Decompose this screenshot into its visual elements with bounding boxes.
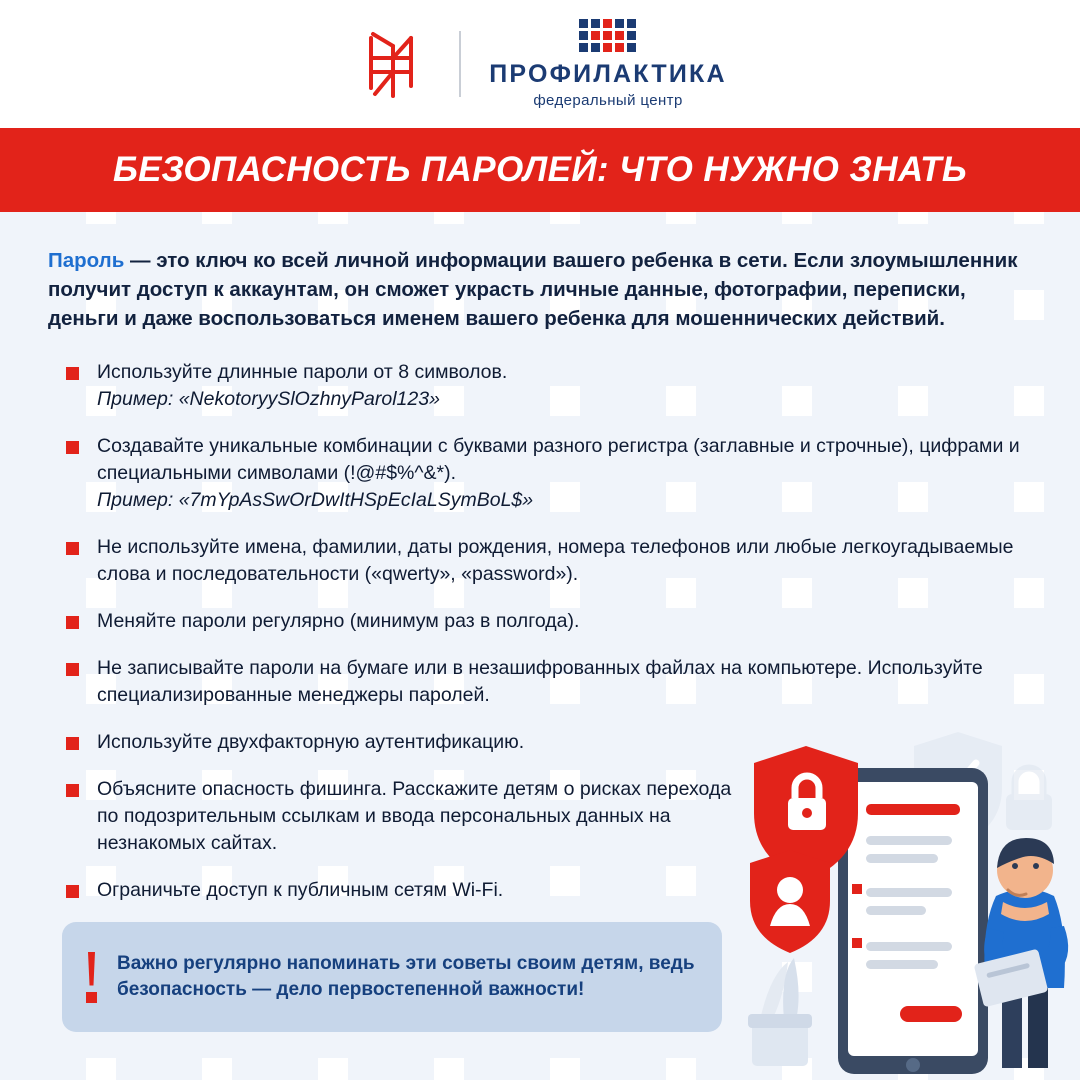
list-item-text: [97, 776, 737, 857]
callout-box: [62, 922, 722, 1032]
exclamation-icon: [86, 952, 97, 1003]
bullet-square-icon: [66, 663, 79, 676]
list-item-text: [97, 608, 579, 635]
page-title: БЕЗОПАСНОСТЬ ПАРОЛЕЙ: ЧТО НУЖНО ЗНАТЬ: [112, 150, 968, 189]
list-item-text: [97, 877, 503, 904]
tip-main: Ограничьте доступ к публичным сетям Wi-Fi.: [97, 879, 504, 901]
list-item: [66, 729, 1032, 756]
intro-rest: — это ключ ко всей личной информации вашего ребенка в сети. Если злоумышленник получит доступ к аккаунтам, он сможет украсть личные данные, фотографии, переписки, деньги и даже воспользоваться именем вашего ребенка для мошеннических действий.: [48, 249, 1018, 330]
tip-main: Используйте двухфакторную аутентификацию.: [97, 731, 525, 753]
tip-example: Пример: «NekotoryySlOzhnyParol123»: [97, 388, 440, 410]
list-item: [66, 534, 1032, 588]
list-item: [66, 655, 1032, 709]
content: [0, 212, 1080, 904]
list-item-text: [97, 534, 1032, 588]
list-item-text: [97, 433, 1032, 514]
bullet-square-icon: [66, 616, 79, 629]
header: [0, 0, 1080, 128]
bullet-square-icon: [66, 441, 79, 454]
tip-main: Не используйте имена, фамилии, даты рождения, номера телефонов или любые легкоугадываемые слова и последовательности («qwerty», «password»).: [97, 536, 1014, 585]
list-item-text: [97, 359, 507, 413]
exclamation-dot: [86, 992, 97, 1003]
brand-title: ПРОФИЛАКТИКА: [489, 60, 727, 88]
tip-main: Меняйте пароли регулярно (минимум раз в полгода).: [97, 610, 580, 632]
bullet-square-icon: [66, 367, 79, 380]
list-item: [66, 877, 1032, 904]
tip-main: Используйте длинные пароли от 8 символов.: [97, 361, 508, 383]
callout-text: Важно регулярно напоминать эти советы своим детям, ведь безопасность — дело первостепенной важности!: [117, 953, 695, 1000]
bullet-square-icon: [66, 737, 79, 750]
header-divider: [459, 31, 461, 97]
plant-icon: [748, 958, 812, 1066]
tip-main: Объясните опасность фишинга. Расскажите детям о рисках перехода по подозрительным ссылкам и ввода персональных данных на незнакомых сайтах.: [97, 778, 732, 854]
intro-keyword: Пароль: [48, 249, 125, 272]
list-item-text: [97, 729, 524, 756]
list-item: [66, 359, 1032, 413]
title-bar: [0, 128, 1080, 212]
brand-subtitle: федеральный центр: [533, 92, 683, 109]
brand-block: [489, 19, 727, 109]
exclamation-bar: [86, 952, 97, 986]
bullet-square-icon: [66, 542, 79, 555]
bullet-square-icon: [66, 885, 79, 898]
tip-example: Пример: «7mYpAsSwOrDwItHSpEcIaLSymBoL$»: [97, 489, 534, 511]
list-item-text: [97, 655, 1032, 709]
tip-main: Не записывайте пароли на бумаге или в незашифрованных файлах на компьютере. Используйте специализированные менеджеры паролей.: [97, 657, 983, 706]
list-item: [66, 608, 1032, 635]
intro-paragraph: [48, 246, 1032, 333]
list-item: [66, 433, 1032, 514]
bullet-square-icon: [66, 784, 79, 797]
grid-mark-icon: [579, 19, 637, 53]
tip-main: Создавайте уникальные комбинации с буквами разного регистра (заглавные и строчные), цифрами и специальными символами (!@#$%^&*).: [97, 435, 1020, 484]
tips-list: [48, 359, 1032, 904]
chair-icon: [353, 28, 431, 100]
list-item: [66, 776, 1032, 857]
